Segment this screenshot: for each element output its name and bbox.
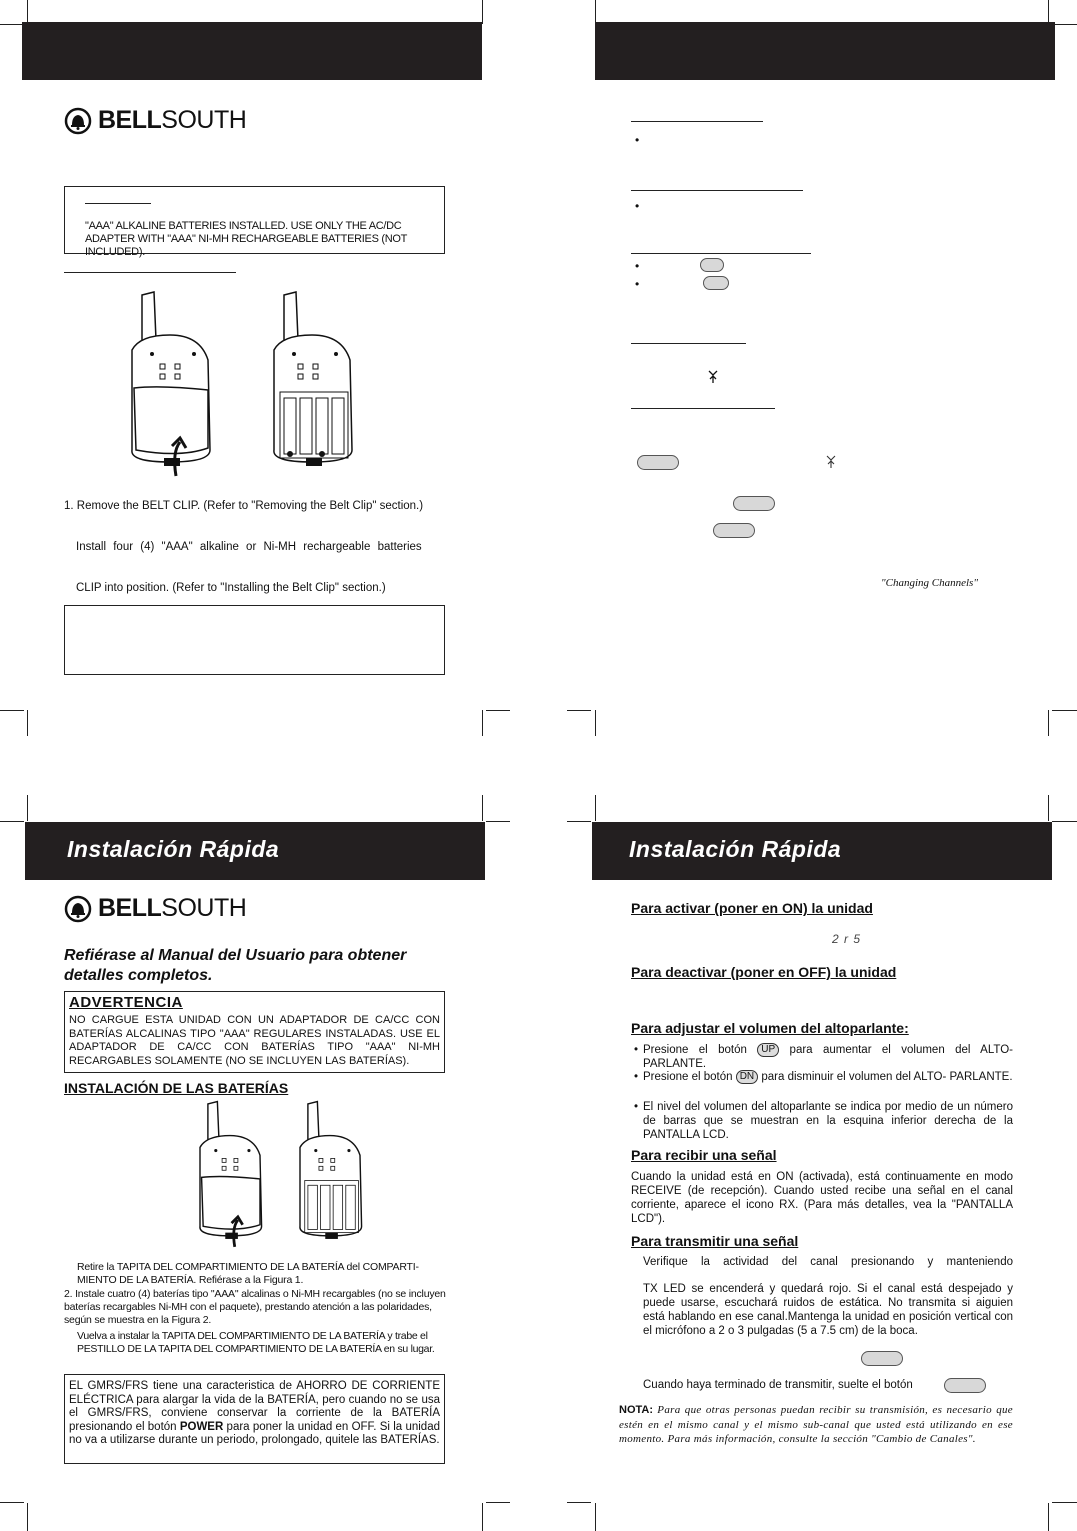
warning-box — [64, 186, 445, 258]
step-3: CLIP into position. (Refer to "Installing the Belt Clip" section.) — [76, 582, 386, 594]
bullet-vol-1: • — [634, 1044, 639, 1056]
warning-text: "AAA" ALKALINE BATTERIES INSTALLED. USE ONLY THE AC/DC ADAPTER WITH "AAA" NI-MH RECHARGEABLE BATTERIES (NOT INCLUDED). — [85, 220, 407, 258]
nota-final-text: Para que otras personas puedan recibir su transmisión, es necesario que estén en el mismo canal y el mismo sub-canal que usted está utilizando en ese momento. Para más información, consulte la sección "Cambio de Canales". — [619, 1404, 1013, 1445]
bullet-vol-3: • — [634, 1101, 639, 1113]
heading-receive: Para recibir una señal — [631, 1147, 777, 1163]
note-box — [64, 605, 445, 675]
bullet-1: • — [635, 133, 640, 147]
advertencia-box — [64, 991, 445, 1073]
tx-antenna-icon — [826, 455, 836, 469]
heading-volume: Para adjustar el volumen del altoparlante: — [631, 1020, 909, 1036]
bullet-vol-2: • — [634, 1071, 639, 1083]
talk-button-2[interactable] — [733, 496, 775, 511]
bellsouth-logo: BELLSOUTH — [64, 106, 246, 135]
talk-button-4[interactable] — [861, 1351, 903, 1366]
bellsouth-logo-2: BELLSOUTH — [64, 894, 246, 923]
volume-item-2: • Presione el botón DN para disminuir el volumen del ALTO- PARLANTE. — [634, 1071, 1013, 1084]
nota-label: NOTA: — [619, 1404, 654, 1416]
paso-2: 2. Instale cuatro (4) baterías tipo "AAA" alcalinas o Ni-MH recargables (no se incluyen baterías recargables Ni-MH con el paquete), prestando atención a las polaridades, según se muestra en la Figura 2. — [64, 1288, 446, 1326]
header-band-top-left — [22, 22, 482, 80]
transmit-2: TX LED se encenderá y quedará rojo. Si el canal está despejado y puede usarse, escuchará ruidos de estática. No transmita si aiguien está hablando en ese canal.Mantenga la unidad en posición vertical con el micrófono a 2 o 3 pulgadas (5 a 7.5 cm) de la boca. — [643, 1283, 1013, 1337]
heading-line-4 — [631, 343, 746, 344]
up-button[interactable] — [700, 258, 724, 272]
advertencia-title: ADVERTENCIA — [69, 994, 183, 1011]
heading-line-2 — [631, 190, 803, 191]
battery-figure-1 — [120, 290, 220, 480]
rx-antenna-icon — [708, 370, 718, 384]
battery-figure-3 — [190, 1100, 270, 1250]
paso-3: Vuelva a instalar la TAPITA DEL COMPARTIMIENTO DE LA BATERÍA y trabe el PESTILLO DE LA TAPITA DEL COMPARTIMIENTO DE LA BATERÍA en su lugar. — [77, 1330, 435, 1355]
header-band-top-right — [595, 22, 1055, 80]
paso-1: Retire la TAPITA DEL COMPARTIMIENTO DE LA BATERÍA del COMPARTI- MIENTO DE LA BATERÍA. Refiérase a la Figura 1. — [77, 1261, 419, 1286]
heading-off: Para deactivar (poner en OFF) la unidad — [631, 964, 897, 980]
heading-transmit: Para transmitir una señal — [631, 1233, 799, 1249]
talk-button-3[interactable] — [713, 523, 755, 538]
talk-button-1[interactable] — [637, 455, 679, 470]
warning-title-line — [85, 203, 151, 204]
advertencia-text: NO CARGUE ESTA UNIDAD CON UN ADAPTADOR DE CA/CC CON BATERÍAS ALCALINAS TIPO "AAA" REGULARES INSTALADAS. USE EL ADAPTADOR DE CA/CC CON BATERÍAS TIPO "AAA" NI-MH RECARGABLES SOLAMENTE (NO SE INCLUYEN LAS BATERÍAS). — [69, 1014, 440, 1067]
heading-line-5 — [631, 408, 775, 409]
transmit-3: Cuando haya terminado de transmitir, suelte el botón — [643, 1379, 913, 1391]
receive-text: Cuando la unidad está en ON (activada), está continuamente en modo RECEIVE (de recepción). Cuando usted recibe una señal en el canal corriente, aparece el icono RX. (Para más detalles, vea la "PANTALLA LCD"). — [631, 1171, 1013, 1225]
lcd-code: 2 r 5 — [832, 932, 862, 946]
dn-button[interactable]: DN — [736, 1070, 758, 1084]
bell-icon — [64, 895, 92, 923]
heading-line-3 — [631, 253, 811, 254]
header-band-bottom-left — [25, 822, 485, 880]
header-band-bottom-right — [592, 822, 1052, 880]
nota-text: EL GMRS/FRS tiene una caracteristica de AHORRO DE CORRIENTE ELÉCTRICA para alargar la vida de la BATERÍA, pero cuando no se usa el GMRS/FRS, conviene conservar la corriente de la BATERÍA presionando el botón POWER para poner la unidad en OFF. Si la unidad no va a utilizarse durante un periodo, prolongado, quitele las BATERÍAS. — [69, 1380, 440, 1446]
bell-icon — [64, 107, 92, 135]
install-heading-line — [64, 272, 236, 273]
step-2: Install four (4) "AAA" alkaline or Ni-MH rechargeable batteries — [76, 541, 422, 553]
battery-figure-4 — [290, 1100, 370, 1250]
heading-line-1 — [631, 121, 763, 122]
changing-channels-ref: "Changing Channels" — [881, 577, 978, 589]
talk-button-5[interactable] — [944, 1378, 986, 1393]
battery-figure-2 — [262, 290, 362, 480]
bullet-2: • — [635, 199, 640, 213]
volume-item-3: • El nivel del volumen del altoparlante se indica por medio de un número de barras que se muestran en la esquina inferior derecha de la PANTALLA LCD. — [634, 1101, 1013, 1141]
step-1: 1. Remove the BELT CLIP. (Refer to "Removing the Belt Clip" section.) — [64, 500, 424, 512]
heading-on: Para activar (poner en ON) la unidad — [631, 900, 873, 916]
page-title: Instalación Rápida — [67, 836, 280, 862]
page-title-2: Instalación Rápida — [629, 836, 842, 862]
install-heading: INSTALACIÓN DE LAS BATERÍAS — [64, 1080, 289, 1096]
up-button[interactable]: UP — [757, 1043, 779, 1057]
bullet-4: • — [635, 277, 640, 291]
intro-text: Refiérase al Manual del Usuario para obtener detalles completos. — [64, 947, 407, 984]
nota-box — [64, 1374, 445, 1464]
dn-button[interactable] — [703, 276, 729, 290]
volume-item-1: • Presione el botón UP para aumentar el volumen del ALTO- PARLANTE. — [634, 1044, 1013, 1071]
bullet-3: • — [635, 259, 640, 273]
nota-final — [619, 1403, 1013, 1447]
transmit-1: Verifique la actividad del canal presionando y manteniendo — [643, 1256, 1013, 1268]
